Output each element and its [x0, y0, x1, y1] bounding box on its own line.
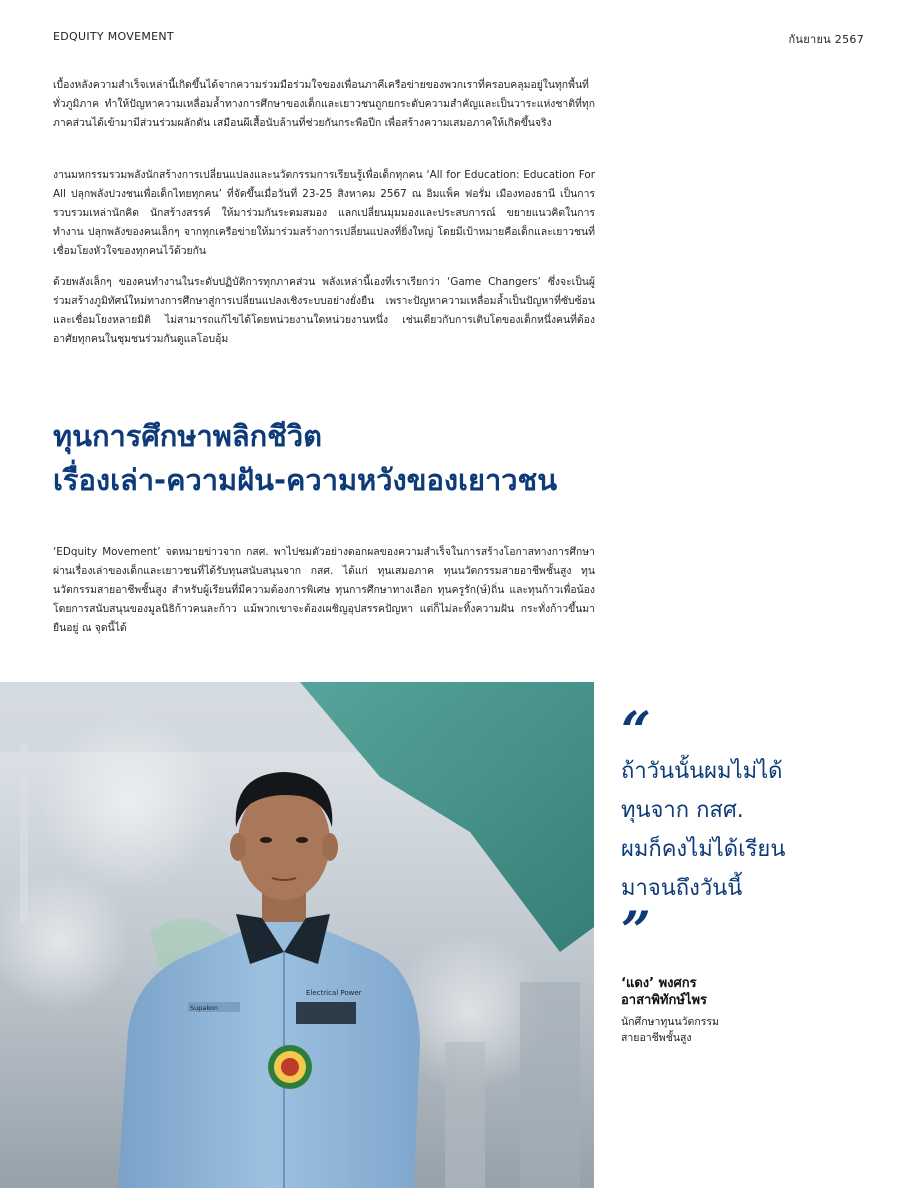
shirt-embroidery: Electrical Power [306, 989, 362, 997]
attribution-name-line-1: ‘แดง’ พงศกร [621, 976, 697, 991]
quote-line-2: ทุนจาก กสศ. [621, 798, 744, 823]
body-paragraph-3: ด้วยพลังเล็กๆ ของคนทำงานในระดับปฏิบัติการทุกภาคส่วน พลังเหล่านี้เองที่เราเรียกว่า ‘Game Changers’ ซึ่งจะเป็นผู้ร่วมสร้างภูมิทัศน์ใหม่ทางการศึกษาสู่การเปลี่ยนแปลงเชิงระบบอย่างยั่งยืน เพราะปัญหาความเหลื่อมล้ำเป็นปัญหาที่ซับซ้อนและเชื่อมโยงหลายมิติ ไม่สามารถแก้ไขได้โดยหน่วยงานใดหน่วยงานหนึ่ง เช่นเดียวกับการเติบโตของเด็กหนึ่งคนที่ต้องอาศัยทุกคนในชุมชนร่วมกันดูแลโอบอุ้ม [53, 276, 595, 345]
attribution-name-line-2: อาสาพิทักษ์ไพร [621, 993, 708, 1008]
quote-attribution-name [621, 975, 707, 1009]
shirt-name-tag: Supakon [190, 1004, 218, 1012]
headline-line-1: ทุนการศึกษาพลิกชีวิต [53, 419, 322, 453]
open-quote-mark: “ [621, 701, 651, 762]
close-quote-mark: ” [621, 901, 651, 962]
pull-quote [621, 752, 901, 908]
body-paragraph-4: ‘EDquity Movement’ จดหมายข่าวจาก กสศ. พาไปชมตัวอย่างดอกผลของความสำเร็จในการสร้างโอกาสทางการศึกษา ผ่านเรื่องเล่าของเด็กและเยาวชนที่ได้รับทุนสนับสนุนจาก กสศ. ได้แก่ ทุนเสมอภาค ทุนนวัตกรรมสายอาชีพชั้นสูง ทุนนวัตกรรมสายอาชีพชั้นสูง สำหรับผู้เรียนที่มีความต้องการพิเศษ ทุนการศึกษาทางเลือก ทุนครูรัก(ษ์)ถิ่น และทุนก้าวเพื่อน้องโดยการสนับสนุนของมูลนิธิก้าวคนละก้าว แม้พวกเขาจะต้องเผชิญอุปสรรคปัญหา แต่ก็ไม่ละทิ้งความฝัน กระทั่งก้าวขึ้นมายืนอยู่ ณ จุดนี้ได้ [53, 546, 595, 634]
running-header-title: EDQUITY MOVEMENT [53, 30, 174, 43]
portrait-illustration [0, 682, 594, 1188]
attribution-role-line-1: นักศึกษาทุนนวัตกรรม [621, 1016, 719, 1028]
quote-line-1: ถ้าวันนั้นผมไม่ได้ [621, 759, 783, 784]
body-paragraph-2: งานมหกรรมรวมพลังนักสร้างการเปลี่ยนแปลงและนวัตกรรมการเรียนรู้เพื่อเด็กทุกคน ‘All for Education: Education For All ปลุกพลังปวงชนเพื่อเด็กไทยทุกคน’ ที่จัดขึ้นเมื่อวันที่ 23-25 สิงหาคม 2567 ณ อิมแพ็ค ฟอรั่ม เมืองทองธานี เป็นการรวบรวมเหล่านักคิด นักสร้างสรรค์ ให้มาร่วมกันระดมสมอง แลกเปลี่ยนมุมมองและประสบการณ์ ขยายแนวคิดในการทำงาน ปลุกพลังของคนเล็กๆ จากทุกเครือข่ายให้มาร่วมสร้างการเปลี่ยนแปลงที่ยิ่งใหญ่ โดยมีเป้าหมายคือเด็กและเยาวชนที่เชื่อมโยงหัวใจของทุกคนไว้ด้วยกัน [53, 169, 595, 257]
attribution-role-line-2: สายอาชีพชั้นสูง [621, 1032, 692, 1044]
quote-line-4: มาจนถึงวันนี้ [621, 876, 743, 901]
section-headline [53, 414, 653, 502]
headline-line-2: เรื่องเล่า-ความฝัน-ความหวังของเยาวชน [53, 463, 558, 497]
quote-line-3: ผมก็คงไม่ได้เรียน [621, 837, 786, 862]
body-paragraph-1: เบื้องหลังความสำเร็จเหล่านี้เกิดขึ้นได้จากความร่วมมือร่วมใจของเพื่อนภาคีเครือข่ายของพวกเราที่ครอบคลุมอยู่ในทุกพื้นที่ทั่วภูมิภาค ทำให้ปัญหาความเหลื่อมล้ำทางการศึกษาของเด็กและเยาวชนถูกยกระดับความสำคัญและเป็นวาระแห่งชาติที่ทุกภาคส่วนได้เข้ามามีส่วนร่วมผลักดัน เสมือนผีเสื้อนับล้านที่ช่วยกันกระพือปีก เพื่อสร้างความเสมอภาคให้เกิดขึ้นจริง [53, 79, 595, 129]
quote-attribution-role [621, 1014, 719, 1046]
running-header-date: กันยายน 2567 [788, 33, 864, 46]
student-portrait-photo [0, 682, 594, 1188]
